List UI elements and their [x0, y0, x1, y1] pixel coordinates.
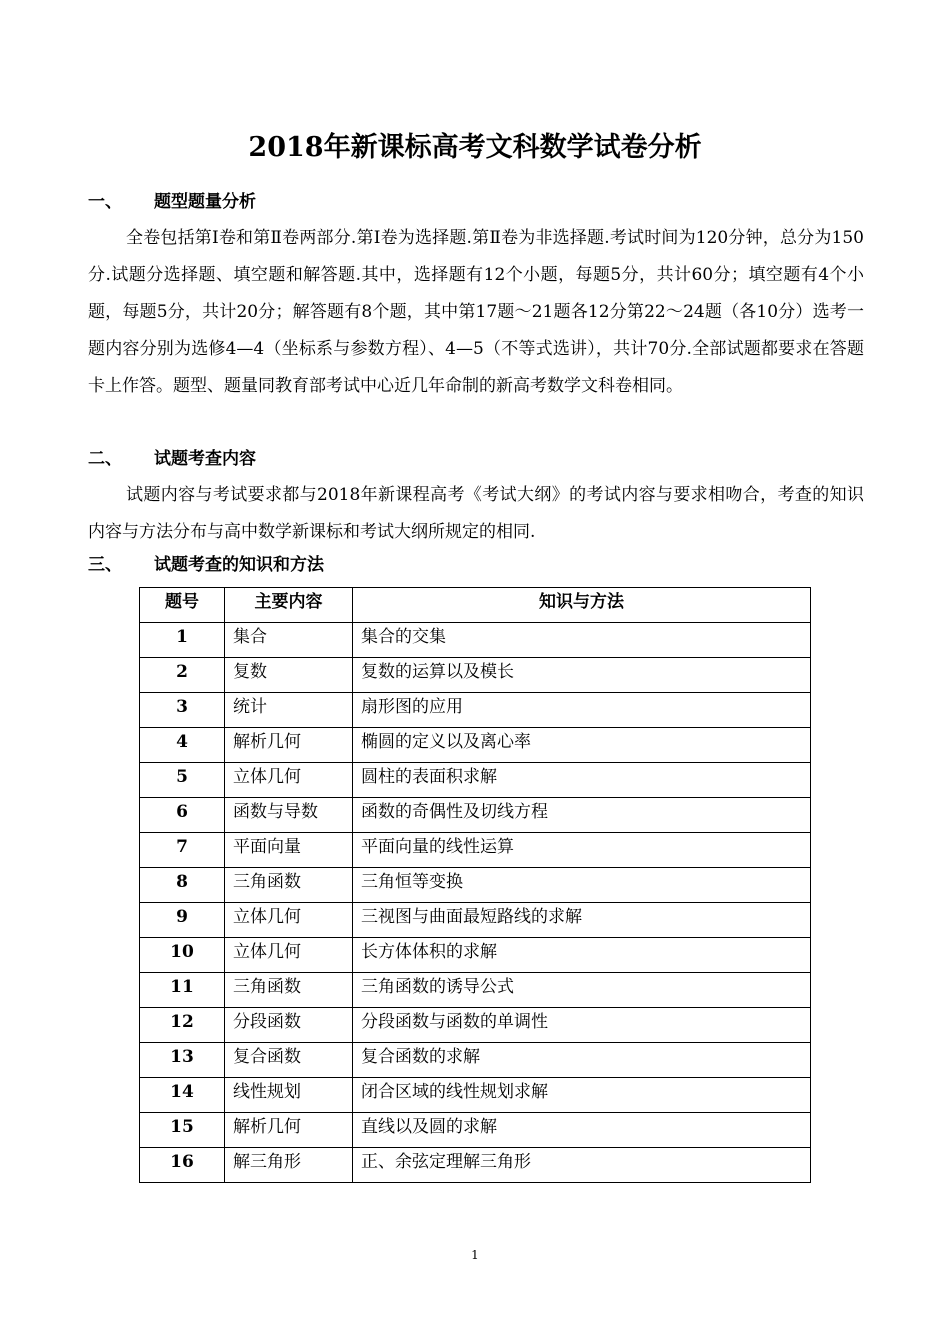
knowledge-table — [139, 587, 811, 1183]
cell-question-number: 6 — [140, 798, 225, 833]
cell-knowledge-method: 扇形图的应用 — [353, 693, 811, 728]
header-question-number: 题号 — [140, 588, 225, 623]
table-row — [140, 1148, 811, 1183]
section-number-3: 三、 — [88, 555, 122, 575]
cell-knowledge-method: 圆柱的表面积求解 — [353, 763, 811, 798]
cell-main-content: 分段函数 — [225, 1008, 353, 1043]
table-row — [140, 658, 811, 693]
table-row — [140, 1008, 811, 1043]
header-main-content: 主要内容 — [225, 588, 353, 623]
cell-main-content: 立体几何 — [225, 763, 353, 798]
section-number-2: 二、 — [88, 449, 122, 469]
table-row — [140, 833, 811, 868]
cell-question-number: 16 — [140, 1148, 225, 1183]
cell-knowledge-method: 三角恒等变换 — [353, 868, 811, 903]
cell-question-number: 8 — [140, 868, 225, 903]
cell-question-number: 15 — [140, 1113, 225, 1148]
cell-knowledge-method: 分段函数与函数的单调性 — [353, 1008, 811, 1043]
cell-question-number: 14 — [140, 1078, 225, 1113]
header-knowledge-method: 知识与方法 — [353, 588, 811, 623]
table-row — [140, 623, 811, 658]
table-row — [140, 973, 811, 1008]
cell-question-number: 11 — [140, 973, 225, 1008]
cell-main-content: 复数 — [225, 658, 353, 693]
document-title: 2018年新课标高考文科数学试卷分析 — [248, 132, 702, 163]
cell-question-number: 1 — [140, 623, 225, 658]
section-heading-3 — [88, 553, 324, 577]
table-row — [140, 798, 811, 833]
table-header-row — [140, 588, 811, 623]
table-row — [140, 1043, 811, 1078]
table-body — [140, 623, 811, 1183]
cell-knowledge-method: 椭圆的定义以及离心率 — [353, 728, 811, 763]
cell-question-number: 3 — [140, 693, 225, 728]
cell-knowledge-method: 函数的奇偶性及切线方程 — [353, 798, 811, 833]
section-number-1: 一、 — [88, 192, 122, 212]
section-title-2: 试题考查内容 — [154, 449, 256, 469]
cell-main-content: 集合 — [225, 623, 353, 658]
cell-knowledge-method: 直线以及圆的求解 — [353, 1113, 811, 1148]
cell-main-content: 线性规划 — [225, 1078, 353, 1113]
section-title-1: 题型题量分析 — [154, 192, 256, 212]
cell-main-content: 三角函数 — [225, 973, 353, 1008]
section-heading-2 — [88, 447, 256, 471]
section-heading-1 — [88, 190, 256, 214]
cell-question-number: 9 — [140, 903, 225, 938]
cell-question-number: 2 — [140, 658, 225, 693]
cell-main-content: 统计 — [225, 693, 353, 728]
cell-question-number: 12 — [140, 1008, 225, 1043]
cell-knowledge-method: 三视图与曲面最短路线的求解 — [353, 903, 811, 938]
cell-question-number: 5 — [140, 763, 225, 798]
cell-main-content: 函数与导数 — [225, 798, 353, 833]
cell-question-number: 4 — [140, 728, 225, 763]
cell-question-number: 7 — [140, 833, 225, 868]
section-paragraph-2: 试题内容与考试要求都与2018年新课程高考《考试大纲》的考试内容与要求相吻合，考查的知识内容与方法分布与高中数学新课标和考试大纲所规定的相同. — [88, 485, 864, 542]
section-title-3: 试题考查的知识和方法 — [154, 555, 324, 575]
cell-main-content: 立体几何 — [225, 903, 353, 938]
table-row — [140, 868, 811, 903]
table-row — [140, 938, 811, 973]
cell-main-content: 解析几何 — [225, 728, 353, 763]
cell-knowledge-method: 三角函数的诱导公式 — [353, 973, 811, 1008]
table-row — [140, 1113, 811, 1148]
cell-question-number: 13 — [140, 1043, 225, 1078]
cell-main-content: 三角函数 — [225, 868, 353, 903]
cell-knowledge-method: 集合的交集 — [353, 623, 811, 658]
cell-question-number: 10 — [140, 938, 225, 973]
cell-main-content: 解析几何 — [225, 1113, 353, 1148]
table-row — [140, 903, 811, 938]
cell-knowledge-method: 平面向量的线性运算 — [353, 833, 811, 868]
cell-knowledge-method: 闭合区域的线性规划求解 — [353, 1078, 811, 1113]
table-row — [140, 728, 811, 763]
cell-main-content: 复合函数 — [225, 1043, 353, 1078]
table-row — [140, 763, 811, 798]
table-row — [140, 1078, 811, 1113]
cell-knowledge-method: 正、余弦定理解三角形 — [353, 1148, 811, 1183]
page-number: 1 — [471, 1248, 479, 1262]
cell-main-content: 立体几何 — [225, 938, 353, 973]
table-row — [140, 693, 811, 728]
cell-knowledge-method: 长方体体积的求解 — [353, 938, 811, 973]
cell-knowledge-method: 复合函数的求解 — [353, 1043, 811, 1078]
cell-main-content: 平面向量 — [225, 833, 353, 868]
section-paragraph-1: 全卷包括第Ⅰ卷和第Ⅱ卷两部分.第Ⅰ卷为选择题.第Ⅱ卷为非选择题.考试时间为120分钟，总分为150分.试题分选择题、填空题和解答题.其中，选择题有12个小题，每题5分，共计60分；填空题有4个小题，每题5分，共计20分；解答题有8个题，其中第17题～21题各12分第22～24题（各10分）选考一题内容分别为选修4—4（坐标系与参数方程）、4—5（不等式选讲），共计70分.全部试题都要求在答题卡上作答。题型、题量同教育部考试中心近几年命制的新高考数学文科卷相同。 — [88, 228, 864, 396]
cell-knowledge-method: 复数的运算以及模长 — [353, 658, 811, 693]
cell-main-content: 解三角形 — [225, 1148, 353, 1183]
